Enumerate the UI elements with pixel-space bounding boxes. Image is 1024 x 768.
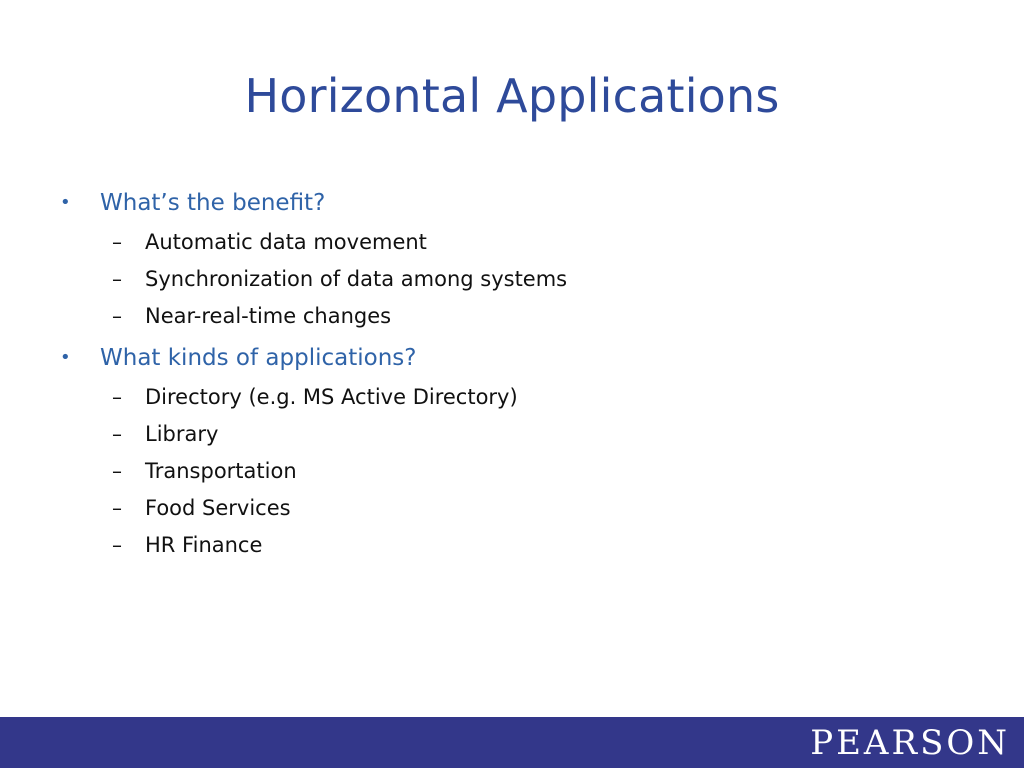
sub-item-text: Food Services	[145, 496, 291, 520]
sub-item-text: Synchronization of data among systems	[145, 267, 568, 291]
bullet-item-applications	[60, 339, 960, 379]
sub-item-marker: –	[112, 422, 122, 446]
sub-item	[60, 224, 960, 261]
bullet-item-benefit	[60, 184, 960, 224]
footer-bar	[0, 717, 1024, 768]
sub-item-text: Library	[145, 422, 219, 446]
sub-item	[60, 527, 960, 564]
sub-item	[60, 490, 960, 527]
pearson-logo: PEARSON	[810, 723, 1010, 763]
bullet-list	[60, 184, 960, 564]
bullet-marker: •	[60, 192, 71, 213]
sub-item-marker: –	[112, 304, 122, 328]
sub-item-marker: –	[112, 533, 122, 557]
sub-item	[60, 298, 960, 335]
sub-item-text: Transportation	[145, 459, 297, 483]
sub-item-marker: –	[112, 459, 122, 483]
sub-item-marker: –	[112, 385, 122, 409]
bullet-text: What kinds of applications?	[100, 345, 417, 371]
sub-item	[60, 453, 960, 490]
sub-item-text: Automatic data movement	[145, 230, 427, 254]
sub-item-text: Directory (e.g. MS Active Directory)	[145, 385, 518, 409]
bullet-text: What’s the benefit?	[100, 190, 326, 216]
sub-item	[60, 261, 960, 298]
sub-item	[60, 416, 960, 453]
bullet-marker: •	[60, 347, 71, 368]
sub-item-text: Near-real-time changes	[145, 304, 392, 328]
sub-item-text: HR Finance	[145, 533, 263, 557]
sub-item-marker: –	[112, 496, 122, 520]
sub-item-marker: –	[112, 267, 122, 291]
sub-item	[60, 379, 960, 416]
sub-item-marker: –	[112, 230, 122, 254]
slide-title: Horizontal Applications	[244, 69, 780, 123]
